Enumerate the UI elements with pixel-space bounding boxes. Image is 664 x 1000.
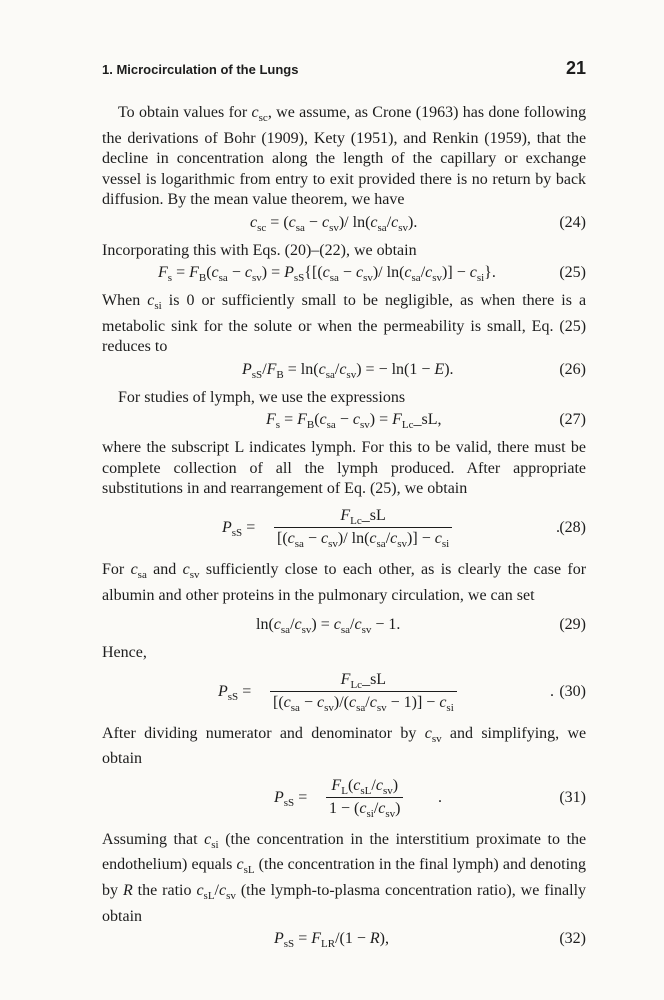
equation-30-number: (30) <box>559 682 586 700</box>
paragraph-2: Incorporating this with Eqs. (20)–(22), we obtain <box>102 241 417 259</box>
equation-30-denominator: $[(c_{sa} - c_{sv})/(c_{sa}/c_{sv} - 1)] - c_{si}$ <box>270 691 457 712</box>
equation-32 <box>102 930 586 953</box>
equation-25-number: (25) <box>559 264 586 282</box>
equation-25-body: $F_s = F_B(c_{sa} - c_{sv}) = P_{sS}\{[(c_{sa} - c_{sv})/$ $\ln(c_{sa}/c_{sv})] - c_{si}$}. <box>158 264 496 285</box>
equation-28-numerator: $F_{Lc}\_sL$ <box>340 506 386 528</box>
running-head: 1. Microcirculation of the Lungs <box>102 62 299 77</box>
equation-31-denominator: $1 - (c_{si}/c_{sv})$ <box>326 797 403 818</box>
equation-31-lhs: $P_{sS}$ = <box>274 788 308 809</box>
page-header <box>102 58 586 79</box>
paragraph-1: To obtain values for $c_{sc}$, we assume, as Crone (1963) has done following the derivations of Bohr (1909), Kety (1951), and Renkin (1959), that the decline in concentration along the length of the capillary or exchange vessel is logarithmic from entry to exit provided there is no return by back diffusion. By the mean value theorem, we have <box>102 104 587 209</box>
equation-28-number: (28) <box>559 518 586 536</box>
equation-32-body: $P_{sS} = F_{LR}/(1 - R)$, <box>274 930 389 951</box>
equation-30 <box>102 670 586 716</box>
equation-32-number: (32) <box>559 930 586 948</box>
equation-28-tail: . <box>556 518 560 536</box>
equation-24-number: (24) <box>559 213 586 231</box>
equation-30-lhs: $P_{sS}$ = <box>218 682 252 703</box>
equation-27-body: $F_s = F_B(c_{sa} - c_{sv})$ = $F_{Lc}\_sL$, <box>266 411 442 432</box>
equation-31-fraction <box>326 776 403 818</box>
paragraph-4: For studies of lymph, we use the expressions <box>118 388 406 406</box>
page <box>102 58 586 957</box>
equation-31-numerator: $F_L(c_{sL}/c_{sv})$ <box>331 776 399 797</box>
page-number: 21 <box>565 58 586 78</box>
equation-31-tail: . <box>438 788 442 806</box>
equation-30-tail: . <box>550 682 554 700</box>
equation-31 <box>102 776 586 822</box>
equation-27 <box>102 411 586 434</box>
equation-27-number: (27) <box>559 411 586 429</box>
equation-29 <box>102 616 586 639</box>
equation-26-body: $P_{sS}/F_B = \ln(c_{sa}/c_{sv})$ = − ln(1 − E). <box>242 360 454 382</box>
paragraph-7: Hence, <box>102 644 147 662</box>
paragraph-6: For $c_{sa}$ and $c_{sv}$ sufficiently close to each other, as is clearly the case for albumin and other proteins in the pulmonary circulation, we can set <box>102 560 587 604</box>
paragraph-3: When $c_{si}$ is 0 or sufficiently small to be negligible, as when there is a metabolic sink for the solute or when the permeability is small, Eq. (25) reduces to <box>102 292 587 356</box>
paragraph-9: Assuming that $c_{si}$ (the concentration in the interstitium proximate to the endothelium) equals $c_{sL}$ (the concentration in the final lymph) and denoting by R the ratio $c_{sL}/c_{sv}$ (the lymph-to-plasma concentration ratio), we finally obtain <box>102 830 587 925</box>
equation-28-lhs: $P_{sS}$ = <box>222 518 256 540</box>
equation-29-body: $\ln(c_{sa}/c_{sv}) = c_{sa}/c_{sv} - 1$. <box>256 616 401 637</box>
equation-28-fraction <box>274 506 452 551</box>
equation-31-number: (31) <box>559 788 586 806</box>
equation-26-number: (26) <box>559 360 586 378</box>
equation-29-number: (29) <box>559 616 586 634</box>
equation-24-body: $c_{sc} = (c_{sa} - c_{sv})/$ $\ln(c_{sa}/c_{sv})$. <box>250 213 418 234</box>
paragraph-5: where the subscript L indicates lymph. For this to be valid, there must be complete collection of all the lymph produced. After appropriate substitutions in and rearrangement of Eq. (25), we obtain <box>102 439 586 498</box>
equation-24 <box>102 214 586 237</box>
equation-28 <box>102 506 586 552</box>
equation-28-denominator: [$(c_{sa} - c_{sv})/$ $\ln(c_{sa}/c_{sv})] - c_{si}$ <box>274 527 452 548</box>
equation-30-fraction <box>270 670 457 712</box>
equation-30-numerator: $F_{Lc}\_sL$ <box>340 670 387 691</box>
equation-25 <box>102 264 586 287</box>
equation-26 <box>102 361 586 384</box>
paragraph-8: After dividing numerator and denominator by $c_{sv}$ and simplifying, we obtain <box>102 724 587 768</box>
